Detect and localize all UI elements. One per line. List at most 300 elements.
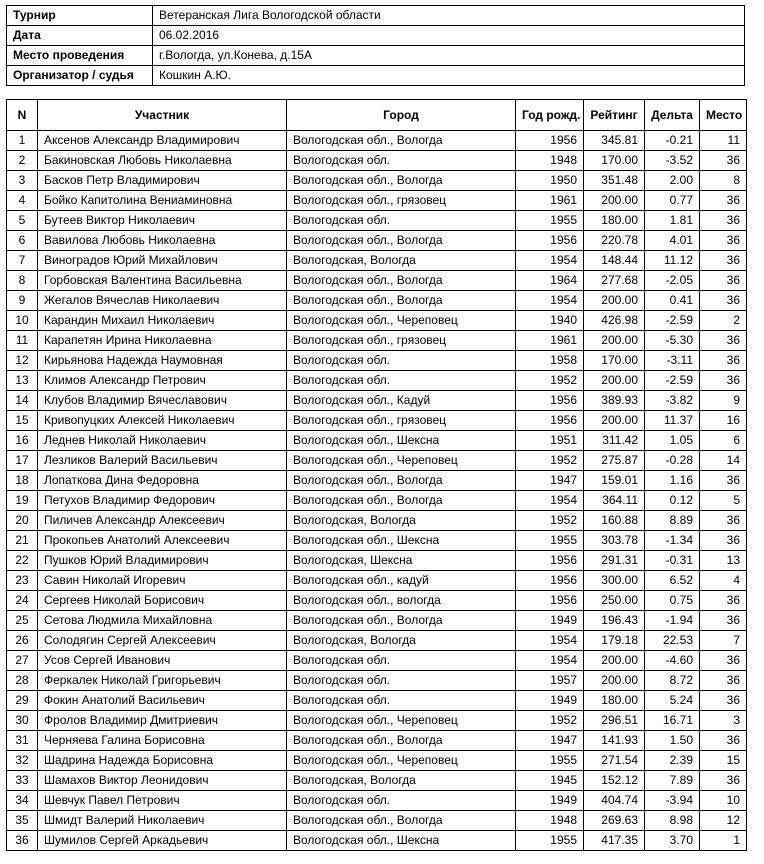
place-cell: 36 [700, 531, 747, 551]
rating-cell: 200.00 [584, 671, 645, 691]
participant-name-cell: Шмидт Валерий Николаевич [38, 811, 287, 831]
row-number-cell: 17 [7, 451, 38, 471]
participant-city-cell: Вологодская обл., Шексна [287, 431, 516, 451]
rating-cell: 364.11 [584, 491, 645, 511]
participant-city-cell: Вологодская обл., грязовец [287, 191, 516, 211]
place-cell: 36 [700, 671, 747, 691]
place-cell: 36 [700, 371, 747, 391]
rating-cell: 196.43 [584, 611, 645, 631]
delta-cell: 7.89 [645, 771, 700, 791]
birth-year-cell: 1947 [516, 471, 584, 491]
participant-name-cell: Савин Николай Игоревич [38, 571, 287, 591]
rating-cell: 417.35 [584, 831, 645, 851]
table-row [7, 271, 747, 291]
delta-cell: 0.75 [645, 591, 700, 611]
birth-year-cell: 1949 [516, 691, 584, 711]
place-cell: 36 [700, 771, 747, 791]
row-number-cell: 24 [7, 591, 38, 611]
participant-name-cell: Бойко Капитолина Вениаминовна [38, 191, 287, 211]
row-number-cell: 27 [7, 651, 38, 671]
delta-cell: 1.50 [645, 731, 700, 751]
rating-cell: 148.44 [584, 251, 645, 271]
place-cell: 11 [700, 131, 747, 151]
participant-name-cell: Горбовская Валентина Васильевна [38, 271, 287, 291]
participant-city-cell: Вологодская обл., Череповец [287, 451, 516, 471]
participant-city-cell: Вологодская обл. [287, 691, 516, 711]
rating-cell: 300.00 [584, 571, 645, 591]
table-row [7, 611, 747, 631]
place-cell: 14 [700, 451, 747, 471]
place-cell: 36 [700, 591, 747, 611]
info-row [7, 6, 745, 26]
rating-cell: 291.31 [584, 551, 645, 571]
row-number-cell: 19 [7, 491, 38, 511]
row-number-cell: 15 [7, 411, 38, 431]
delta-cell: 4.01 [645, 231, 700, 251]
participant-name-cell: Карапетян Ирина Николаевна [38, 331, 287, 351]
birth-year-cell: 1955 [516, 831, 584, 851]
row-number-cell: 10 [7, 311, 38, 331]
info-label: Дата [7, 26, 153, 46]
rating-cell: 345.81 [584, 131, 645, 151]
birth-year-cell: 1956 [516, 591, 584, 611]
delta-cell: 22.53 [645, 631, 700, 651]
place-cell: 36 [700, 511, 747, 531]
participant-city-cell: Вологодская, Вологда [287, 251, 516, 271]
participant-city-cell: Вологодская обл. [287, 371, 516, 391]
table-row [7, 371, 747, 391]
place-cell: 15 [700, 751, 747, 771]
tournament-info-table [6, 5, 745, 86]
rating-cell: 220.78 [584, 231, 645, 251]
birth-year-cell: 1956 [516, 131, 584, 151]
delta-cell: 8.98 [645, 811, 700, 831]
delta-cell: 8.89 [645, 511, 700, 531]
birth-year-cell: 1947 [516, 731, 584, 751]
participant-name-cell: Климов Александр Петрович [38, 371, 287, 391]
delta-cell: 0.12 [645, 491, 700, 511]
table-row [7, 431, 747, 451]
participant-city-cell: Вологодская, Шексна [287, 551, 516, 571]
table-row [7, 331, 747, 351]
col-rating-header: Рейтинг [584, 100, 645, 131]
delta-cell: -3.82 [645, 391, 700, 411]
row-number-cell: 29 [7, 691, 38, 711]
row-number-cell: 26 [7, 631, 38, 651]
table-row [7, 811, 747, 831]
place-cell: 36 [700, 611, 747, 631]
birth-year-cell: 1955 [516, 211, 584, 231]
place-cell: 36 [700, 651, 747, 671]
row-number-cell: 32 [7, 751, 38, 771]
results-table [6, 99, 747, 851]
participant-city-cell: Вологодская обл., Вологда [287, 611, 516, 631]
birth-year-cell: 1955 [516, 751, 584, 771]
birth-year-cell: 1954 [516, 651, 584, 671]
birth-year-cell: 1949 [516, 611, 584, 631]
rating-cell: 296.51 [584, 711, 645, 731]
place-cell: 36 [700, 251, 747, 271]
participant-name-cell: Карандин Михаил Николаевич [38, 311, 287, 331]
col-participant-header: Участник [38, 100, 287, 131]
place-cell: 4 [700, 571, 747, 591]
rating-cell: 275.87 [584, 451, 645, 471]
participant-city-cell: Вологодская обл., Череповец [287, 751, 516, 771]
place-cell: 36 [700, 271, 747, 291]
rating-cell: 200.00 [584, 331, 645, 351]
participant-name-cell: Кирьянова Надежда Наумовная [38, 351, 287, 371]
birth-year-cell: 1945 [516, 771, 584, 791]
results-header-row [7, 100, 747, 131]
col-delta-header: Дельта [645, 100, 700, 131]
place-cell: 10 [700, 791, 747, 811]
birth-year-cell: 1964 [516, 271, 584, 291]
place-cell: 2 [700, 311, 747, 331]
participant-name-cell: Петухов Владимир Федорович [38, 491, 287, 511]
table-row [7, 671, 747, 691]
delta-cell: -0.28 [645, 451, 700, 471]
delta-cell: 2.39 [645, 751, 700, 771]
birth-year-cell: 1954 [516, 491, 584, 511]
participant-name-cell: Пиличев Александр Алексеевич [38, 511, 287, 531]
birth-year-cell: 1958 [516, 351, 584, 371]
table-row [7, 151, 747, 171]
info-label: Место проведения [7, 46, 153, 66]
delta-cell: -3.52 [645, 151, 700, 171]
table-row [7, 631, 747, 651]
participant-city-cell: Вологодская обл., грязовец [287, 411, 516, 431]
rating-cell: 180.00 [584, 211, 645, 231]
table-row [7, 791, 747, 811]
table-row [7, 171, 747, 191]
delta-cell: 16.71 [645, 711, 700, 731]
rating-cell: 179.18 [584, 631, 645, 651]
table-row [7, 751, 747, 771]
col-city-header: Город [287, 100, 516, 131]
participant-name-cell: Фролов Владимир Дмитриевич [38, 711, 287, 731]
row-number-cell: 5 [7, 211, 38, 231]
row-number-cell: 28 [7, 671, 38, 691]
participant-city-cell: Вологодская обл., Вологда [287, 471, 516, 491]
birth-year-cell: 1952 [516, 371, 584, 391]
place-cell: 36 [700, 471, 747, 491]
participant-city-cell: Вологодская обл., Вологда [287, 291, 516, 311]
participant-name-cell: Сетова Людмила Михайловна [38, 611, 287, 631]
rating-cell: 426.98 [584, 311, 645, 331]
place-cell: 9 [700, 391, 747, 411]
delta-cell: 0.41 [645, 291, 700, 311]
place-cell: 1 [700, 831, 747, 851]
participant-name-cell: Виноградов Юрий Михайлович [38, 251, 287, 271]
place-cell: 7 [700, 631, 747, 651]
row-number-cell: 13 [7, 371, 38, 391]
participant-city-cell: Вологодская обл., Вологда [287, 811, 516, 831]
participant-name-cell: Вавилова Любовь Николаевна [38, 231, 287, 251]
row-number-cell: 21 [7, 531, 38, 551]
participant-city-cell: Вологодская обл. [287, 671, 516, 691]
table-row [7, 411, 747, 431]
birth-year-cell: 1952 [516, 451, 584, 471]
rating-cell: 200.00 [584, 191, 645, 211]
participant-city-cell: Вологодская обл. [287, 791, 516, 811]
rating-cell: 269.63 [584, 811, 645, 831]
row-number-cell: 3 [7, 171, 38, 191]
row-number-cell: 33 [7, 771, 38, 791]
delta-cell: 1.81 [645, 211, 700, 231]
table-row [7, 131, 747, 151]
rating-cell: 200.00 [584, 411, 645, 431]
table-row [7, 531, 747, 551]
participant-name-cell: Шадрина Надежда Борисовна [38, 751, 287, 771]
delta-cell: 3.70 [645, 831, 700, 851]
row-number-cell: 12 [7, 351, 38, 371]
rating-cell: 250.00 [584, 591, 645, 611]
participant-name-cell: Черняева Галина Борисовна [38, 731, 287, 751]
participant-name-cell: Усов Сергей Иванович [38, 651, 287, 671]
birth-year-cell: 1956 [516, 391, 584, 411]
rating-cell: 303.78 [584, 531, 645, 551]
delta-cell: -3.11 [645, 351, 700, 371]
participant-city-cell: Вологодская обл., Шексна [287, 531, 516, 551]
birth-year-cell: 1961 [516, 191, 584, 211]
participant-city-cell: Вологодская обл., Череповец [287, 311, 516, 331]
participant-city-cell: Вологодская обл., вологда [287, 591, 516, 611]
participant-name-cell: Солодягин Сергей Алексеевич [38, 631, 287, 651]
participant-city-cell: Вологодская обл., кадуй [287, 571, 516, 591]
birth-year-cell: 1956 [516, 411, 584, 431]
participant-name-cell: Феркалек Николай Григорьевич [38, 671, 287, 691]
table-row [7, 251, 747, 271]
rating-cell: 152.12 [584, 771, 645, 791]
participant-city-cell: Вологодская обл., Череповец [287, 711, 516, 731]
participant-name-cell: Бакиновская Любовь Николаевна [38, 151, 287, 171]
participant-name-cell: Басков Петр Владимирович [38, 171, 287, 191]
birth-year-cell: 1951 [516, 431, 584, 451]
info-row [7, 66, 745, 86]
table-row [7, 391, 747, 411]
table-row [7, 551, 747, 571]
participant-name-cell: Леднев Николай Николаевич [38, 431, 287, 451]
participant-name-cell: Пушков Юрий Владимирович [38, 551, 287, 571]
birth-year-cell: 1948 [516, 811, 584, 831]
row-number-cell: 14 [7, 391, 38, 411]
table-row [7, 711, 747, 731]
participant-name-cell: Жегалов Вячеслав Николаевич [38, 291, 287, 311]
row-number-cell: 18 [7, 471, 38, 491]
delta-cell: 1.16 [645, 471, 700, 491]
participant-name-cell: Кривопуцких Алексей Николаевич [38, 411, 287, 431]
rating-cell: 271.54 [584, 751, 645, 771]
col-number-header: N [7, 100, 38, 131]
birth-year-cell: 1956 [516, 231, 584, 251]
row-number-cell: 4 [7, 191, 38, 211]
birth-year-cell: 1954 [516, 291, 584, 311]
participant-name-cell: Клубов Владимир Вячеславович [38, 391, 287, 411]
table-row [7, 231, 747, 251]
birth-year-cell: 1956 [516, 551, 584, 571]
delta-cell: 2.00 [645, 171, 700, 191]
place-cell: 12 [700, 811, 747, 831]
birth-year-cell: 1956 [516, 571, 584, 591]
participant-city-cell: Вологодская обл., Вологда [287, 731, 516, 751]
table-row [7, 591, 747, 611]
participant-city-cell: Вологодская, Вологда [287, 771, 516, 791]
participant-city-cell: Вологодская обл., Вологда [287, 131, 516, 151]
row-number-cell: 30 [7, 711, 38, 731]
place-cell: 36 [700, 231, 747, 251]
table-row [7, 771, 747, 791]
rating-cell: 200.00 [584, 651, 645, 671]
table-row [7, 731, 747, 751]
participant-city-cell: Вологодская обл., Вологда [287, 271, 516, 291]
rating-cell: 160.88 [584, 511, 645, 531]
delta-cell: -2.05 [645, 271, 700, 291]
table-row [7, 651, 747, 671]
delta-cell: 6.52 [645, 571, 700, 591]
delta-cell: 8.72 [645, 671, 700, 691]
participant-city-cell: Вологодская обл. [287, 151, 516, 171]
delta-cell: -1.34 [645, 531, 700, 551]
row-number-cell: 34 [7, 791, 38, 811]
birth-year-cell: 1952 [516, 511, 584, 531]
table-row [7, 491, 747, 511]
info-row [7, 26, 745, 46]
participant-city-cell: Вологодская обл., грязовец [287, 331, 516, 351]
place-cell: 36 [700, 691, 747, 711]
delta-cell: -4.60 [645, 651, 700, 671]
participant-name-cell: Прокопьев Анатолий Алексеевич [38, 531, 287, 551]
delta-cell: -0.31 [645, 551, 700, 571]
row-number-cell: 8 [7, 271, 38, 291]
place-cell: 36 [700, 331, 747, 351]
participant-city-cell: Вологодская обл., Шексна [287, 831, 516, 851]
info-value: 06.02.2016 [153, 26, 745, 46]
rating-cell: 277.68 [584, 271, 645, 291]
participant-name-cell: Бутеев Виктор Николаевич [38, 211, 287, 231]
row-number-cell: 6 [7, 231, 38, 251]
rating-cell: 170.00 [584, 351, 645, 371]
birth-year-cell: 1954 [516, 251, 584, 271]
rating-cell: 159.01 [584, 471, 645, 491]
row-number-cell: 16 [7, 431, 38, 451]
row-number-cell: 35 [7, 811, 38, 831]
table-row [7, 471, 747, 491]
place-cell: 36 [700, 151, 747, 171]
place-cell: 36 [700, 211, 747, 231]
birth-year-cell: 1948 [516, 151, 584, 171]
col-birth-year-header: Год рожд. [516, 100, 584, 131]
row-number-cell: 2 [7, 151, 38, 171]
delta-cell: -0.21 [645, 131, 700, 151]
info-label: Турнир [7, 6, 153, 26]
participant-city-cell: Вологодская, Вологда [287, 631, 516, 651]
table-row [7, 291, 747, 311]
info-value: г.Вологда, ул.Конева, д.15А [153, 46, 745, 66]
birth-year-cell: 1957 [516, 671, 584, 691]
participant-city-cell: Вологодская обл., Вологда [287, 171, 516, 191]
table-row [7, 831, 747, 851]
table-row [7, 351, 747, 371]
birth-year-cell: 1954 [516, 631, 584, 651]
participant-name-cell: Фокин Анатолий Васильевич [38, 691, 287, 711]
row-number-cell: 11 [7, 331, 38, 351]
rating-cell: 389.93 [584, 391, 645, 411]
table-row [7, 571, 747, 591]
row-number-cell: 22 [7, 551, 38, 571]
row-number-cell: 31 [7, 731, 38, 751]
row-number-cell: 20 [7, 511, 38, 531]
participant-name-cell: Шамахов Виктор Леонидович [38, 771, 287, 791]
participant-name-cell: Сергеев Николай Борисович [38, 591, 287, 611]
participant-city-cell: Вологодская обл., Вологда [287, 491, 516, 511]
place-cell: 36 [700, 291, 747, 311]
rating-cell: 200.00 [584, 371, 645, 391]
row-number-cell: 36 [7, 831, 38, 851]
col-place-header: Место [700, 100, 747, 131]
participant-name-cell: Шумилов Сергей Аркадьевич [38, 831, 287, 851]
birth-year-cell: 1940 [516, 311, 584, 331]
rating-cell: 170.00 [584, 151, 645, 171]
info-value: Кошкин А.Ю. [153, 66, 745, 86]
delta-cell: -2.59 [645, 311, 700, 331]
row-number-cell: 7 [7, 251, 38, 271]
rating-cell: 200.00 [584, 291, 645, 311]
participant-name-cell: Аксенов Александр Владимирович [38, 131, 287, 151]
rating-cell: 180.00 [584, 691, 645, 711]
participant-city-cell: Вологодская обл. [287, 211, 516, 231]
participant-city-cell: Вологодская обл., Вологда [287, 231, 516, 251]
participant-name-cell: Лезликов Валерий Васильевич [38, 451, 287, 471]
participant-city-cell: Вологодская обл. [287, 651, 516, 671]
place-cell: 5 [700, 491, 747, 511]
delta-cell: 11.12 [645, 251, 700, 271]
table-row [7, 691, 747, 711]
row-number-cell: 25 [7, 611, 38, 631]
participant-city-cell: Вологодская обл. [287, 351, 516, 371]
table-row [7, 191, 747, 211]
place-cell: 36 [700, 351, 747, 371]
place-cell: 8 [700, 171, 747, 191]
info-value: Ветеранская Лига Вологодской области [153, 6, 745, 26]
delta-cell: 5.24 [645, 691, 700, 711]
delta-cell: 1.05 [645, 431, 700, 451]
rating-cell: 311.42 [584, 431, 645, 451]
rating-cell: 141.93 [584, 731, 645, 751]
table-row [7, 311, 747, 331]
row-number-cell: 23 [7, 571, 38, 591]
place-cell: 3 [700, 711, 747, 731]
birth-year-cell: 1955 [516, 531, 584, 551]
birth-year-cell: 1961 [516, 331, 584, 351]
delta-cell: 11.37 [645, 411, 700, 431]
participant-name-cell: Шевчук Павел Петрович [38, 791, 287, 811]
place-cell: 36 [700, 731, 747, 751]
delta-cell: -2.59 [645, 371, 700, 391]
rating-cell: 351.48 [584, 171, 645, 191]
place-cell: 13 [700, 551, 747, 571]
delta-cell: 0.77 [645, 191, 700, 211]
place-cell: 16 [700, 411, 747, 431]
participant-city-cell: Вологодская, Вологда [287, 511, 516, 531]
delta-cell: -1.94 [645, 611, 700, 631]
table-row [7, 451, 747, 471]
participant-name-cell: Лопаткова Дина Федоровна [38, 471, 287, 491]
participant-city-cell: Вологодская обл., Кадуй [287, 391, 516, 411]
birth-year-cell: 1949 [516, 791, 584, 811]
table-row [7, 511, 747, 531]
row-number-cell: 1 [7, 131, 38, 151]
birth-year-cell: 1950 [516, 171, 584, 191]
